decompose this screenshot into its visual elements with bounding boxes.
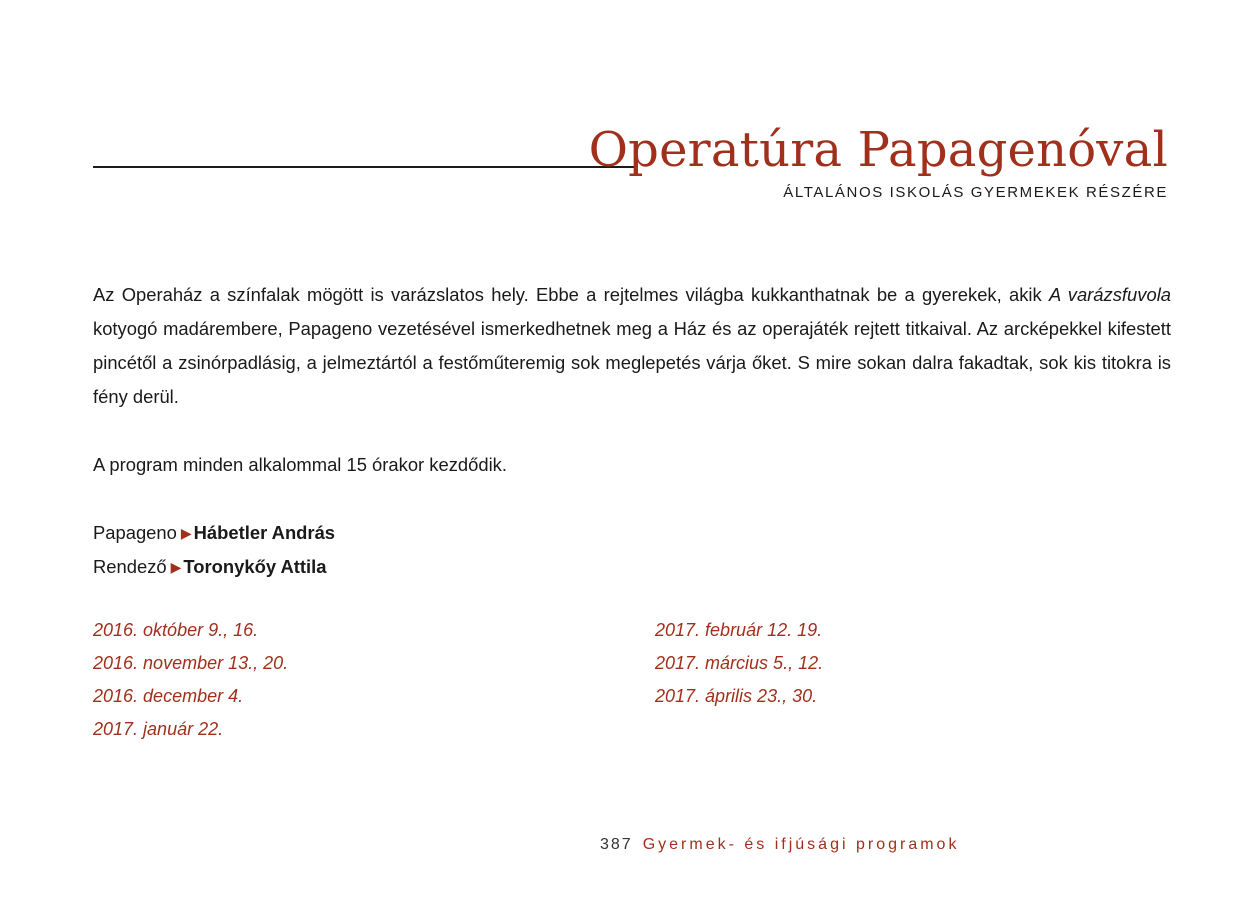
- date-item: 2017. január 22.: [93, 719, 224, 739]
- credit-role: Rendező: [93, 556, 167, 577]
- date-item: 2016. november 13., 20.: [93, 653, 289, 673]
- start-time-note: A program minden alkalommal 15 órakor kezdődik.: [93, 454, 507, 475]
- date-item: 2016. október 9., 16.: [93, 620, 259, 640]
- date-item: 2017. április 23., 30.: [655, 686, 818, 706]
- page-header: [93, 118, 1168, 208]
- date-item: 2016. december 4.: [93, 686, 244, 706]
- section-name: Gyermek- és ifjúsági programok: [642, 836, 960, 853]
- opera-title: A varázsfuvola: [1048, 284, 1172, 305]
- date-item: 2017. február 12. 19.: [655, 620, 823, 640]
- page-title: Operatúra Papagenóval: [588, 122, 1168, 178]
- intro-paragraph: [93, 278, 1171, 414]
- date-item: 2017. március 5., 12.: [655, 653, 824, 673]
- page-number: 387: [600, 836, 633, 853]
- program-description: [93, 278, 1171, 584]
- triangle-right-icon: ▶: [170, 559, 182, 575]
- intro-text-after: kotyogó madárembere, Papageno vezetésével ismerkedhetnek meg a Ház és az operajáték rejtett titkaival. Az arcképekkel kifestett pincétől a zsinórpadlásig, a jelmeztártól a festőműteremig sok meglepetés várja őket. S mire sokan dalra fakadtak, sok kis titokra is fény derül.: [93, 318, 1171, 407]
- credit-role: Papageno: [93, 522, 177, 543]
- intro-text-before: Az Operaház a színfalak mögött is varázslatos hely. Ebbe a rejtelmes világba kukkanthatnak be a gyerekek, akik: [93, 284, 1049, 305]
- triangle-right-icon: ▶: [180, 525, 192, 541]
- page-footer: [600, 836, 959, 854]
- credits-list: [93, 516, 1171, 584]
- credit-line: [93, 516, 1171, 550]
- credit-name: Hábetler András: [193, 522, 336, 543]
- header-rule: [93, 166, 637, 168]
- credit-line: [93, 550, 1171, 584]
- dates-column-right: [655, 614, 823, 713]
- credit-name: Toronykőy Attila: [183, 556, 327, 577]
- dates-column-left: [93, 614, 288, 746]
- page-subtitle: ÁLTALÁNOS ISKOLÁS GYERMEKEK RÉSZÉRE: [783, 184, 1168, 201]
